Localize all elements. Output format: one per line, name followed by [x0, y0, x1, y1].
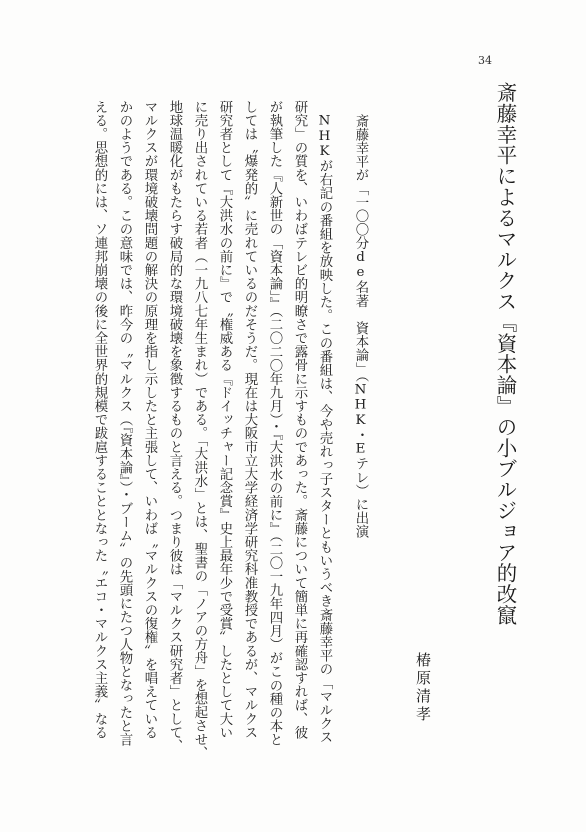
- body-line: 研究者として『大洪水の前に』で〝権威ある『ドイッチャー記念賞』史上最年少で受賞〟したとして大い: [217, 100, 232, 740]
- body-line: しては〝爆発的〟に売れているのだそうだ。現在は大阪市立大学経済学研究科准教授であるが、マルクス: [242, 100, 257, 740]
- body-line: が執筆した『人新世の「資本論」』（二〇二〇年九月）・『大洪水の前に』（二〇一九年四月）がこの種の本と: [267, 100, 282, 747]
- body-line: かのようである。この意味では、昨今の〝マルクス（『資本論』）・ブーム〟の先頭にたつ人物となったと言: [117, 100, 132, 747]
- body-line: 研究」の質を、いわばテレビ的明瞭さで露骨に示すものであった。斎藤について簡単に再確認すれば、彼: [292, 100, 307, 740]
- body-line: に売り出されている若者（一九八七年生まれ）である。「大洪水」とは、聖書の「ノアの方舟」を想起させ、: [192, 100, 207, 760]
- body-line: マルクスが環境破壊問題の解決の原理を指し示したと主張して、いわば〝マルクスの復権〟を唱えている: [142, 100, 157, 740]
- article-title: 斎藤幸平によるマルクス『資本論』の小ブルジョア的改竄: [493, 82, 517, 626]
- page-number: 34: [478, 54, 492, 67]
- author-name: 椿原清孝: [414, 652, 432, 724]
- body-line: える。思想的には、ソ連邦崩壊の後に全世界的規模で跋扈することとなった〝エコ・マルクス主義〟なる: [92, 100, 107, 740]
- body-line: 地球温暖化がもたらす破局的な環境破壊を象徴するものと言える。つまり彼は「マルクス研究者」として、: [167, 100, 182, 753]
- section-subheading: 斎藤幸平が「一〇〇分de名著 資本論」（NHK・Eテレ）に出演: [353, 114, 368, 539]
- body-line: NHKが右記の番組を放映した。この番組は、今や売れっ子スターともいうべき斎藤幸平の「マルクス: [317, 100, 332, 744]
